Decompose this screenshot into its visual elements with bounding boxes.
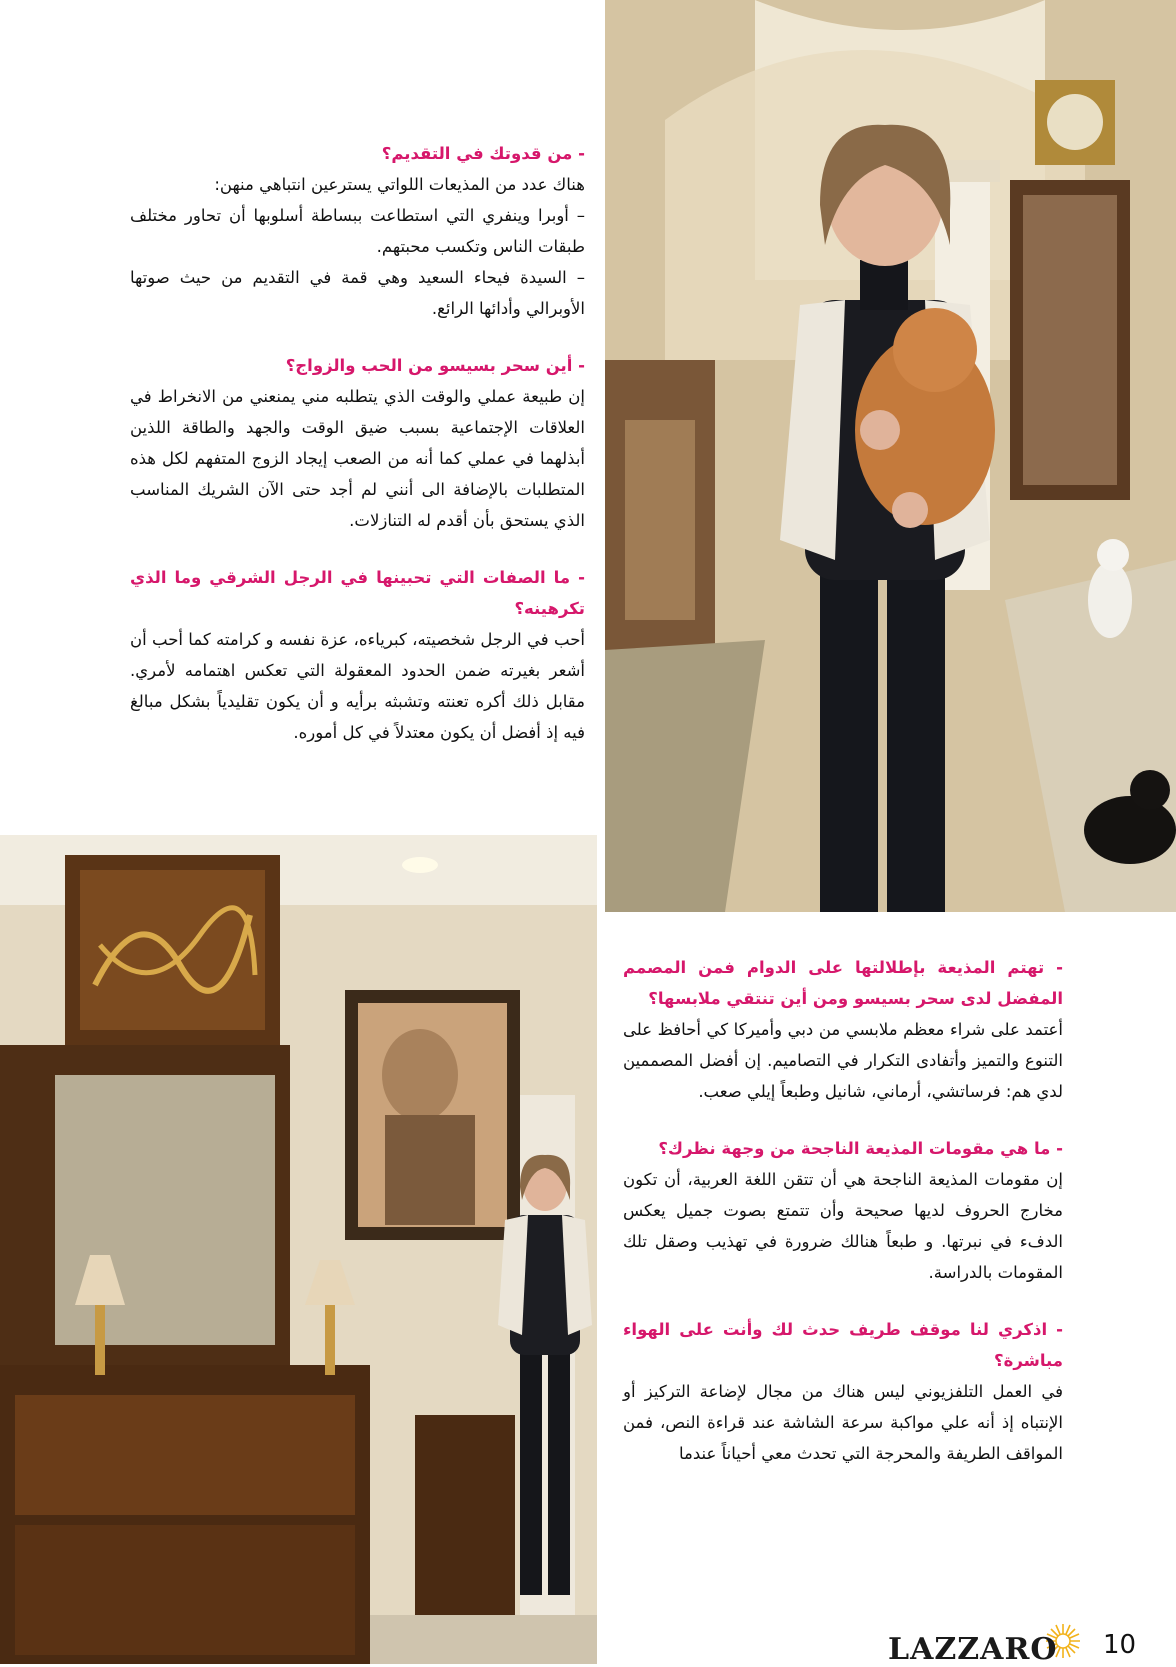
photo-woman-with-cat [605,0,1176,912]
qa-block-successful-presenter [623,1133,1063,1288]
article-column-bottom [623,952,1063,1495]
qa-block-eastern-man [130,562,585,748]
answer-text: أحب في الرجل شخصيته، كبرياءه، عزة نفسه و كرامته كما أحب أن أشعر بغيرته ضمن الحدود المعقولة التي تعكس اهتمامه لأمري. مقابل ذلك أكره تعنته وتشبثه برأيه و أن يكون تقليدياً بشكل مبالغ فيه إذ أفضل أن يكون معتدلاً في كل أموره. [130,630,585,742]
photo-woman-with-cat-illustration [605,0,1176,912]
photo-room-with-portrait [0,835,597,1664]
answer-text: إن مقومات المذيعة الناجحة هي أن تتقن اللغة العربية، أن تكون مخارج الحروف لديها صحيحة وأن تتمتع بصوت جميل يعكس الدفء في نبرتها. و طبعاً هنالك ضرورة في تهذيب وصقل تلك المقومات بالدراسة. [623,1170,1063,1282]
question-heading: - ما الصفات التي تحبينها في الرجل الشرقي وما الذي تكرهينه؟ [130,568,585,618]
lazzaro-logo [888,1630,1088,1667]
question-heading: - ما هي مقومات المذيعة الناجحة من وجهة نظرك؟ [658,1139,1063,1158]
question-heading: - اذكري لنا موقف طريف حدث لك وأنت على الهواء مباشرة؟ [623,1320,1063,1370]
qa-block-funny-moment [623,1314,1063,1469]
page-number: 10 [1103,1630,1137,1660]
answer-text: إن طبيعة عملي والوقت الذي يتطلبه مني يمنعني من الانخراط في العلاقات الإجتماعية بسبب ضيق الوقت والجهد والطاقة اللذين أبذلهما في عملي كما أنه من الصعب إيجاد الزوج المتفهم لكل هذه المتطلبات بالإضافة الى أنني لم أجد حتى الآن الشريك المناسب الذي يستحق بأن أقدم له التنازلات. [130,387,585,530]
photo-room-with-portrait-illustration [0,835,597,1664]
answer-text: في العمل التلفزيوني ليس هناك من مجال لإضاعة التركيز أو الإنتباه إذ أنه علي مواكبة سرعة الشاشة عند قراءة النص، فمن المواقف الطريفة والمحرجة التي تحدث معي أحياناً عندما [623,1382,1063,1463]
qa-block-designer [623,952,1063,1107]
question-heading: - تهتم المذيعة بإطلالتها على الدوام فمن المصمم المفضل لدى سحر بسيسو ومن أين تنتقي ملابسها؟ [623,958,1063,1008]
question-heading: - من قدوتك في التقديم؟ [381,144,585,163]
answer-text: أعتمد على شراء معظم ملابسي من دبي وأميركا كي أحافظ على التنوع والتميز وأتفادى التكرار في التصاميم. إن أفضل المصممين لدي هم: فرساتشي، أرماني، شانيل وطبعاً إيلي صعب. [623,1020,1063,1101]
qa-block-love-marriage [130,350,585,536]
answer-text: هناك عدد من المذيعات اللواتي يسترعين انتباهي منهن: – أوبرا وينفري التي استطاعت ببساطة أسلوبها أن تحاور مختلف طبقات الناس وتكسب محبتهم. – السيدة فيحاء السعيد وهي قمة في التقديم من حيث صوتها الأوبرالي وأدائها الرائع. [130,175,585,318]
qa-block-role-model [130,138,585,324]
logo-wordmark: LAZZARO [888,1632,1058,1667]
question-heading: - أين سحر بسيسو من الحب والزواج؟ [285,356,585,375]
article-column-top [130,138,585,774]
